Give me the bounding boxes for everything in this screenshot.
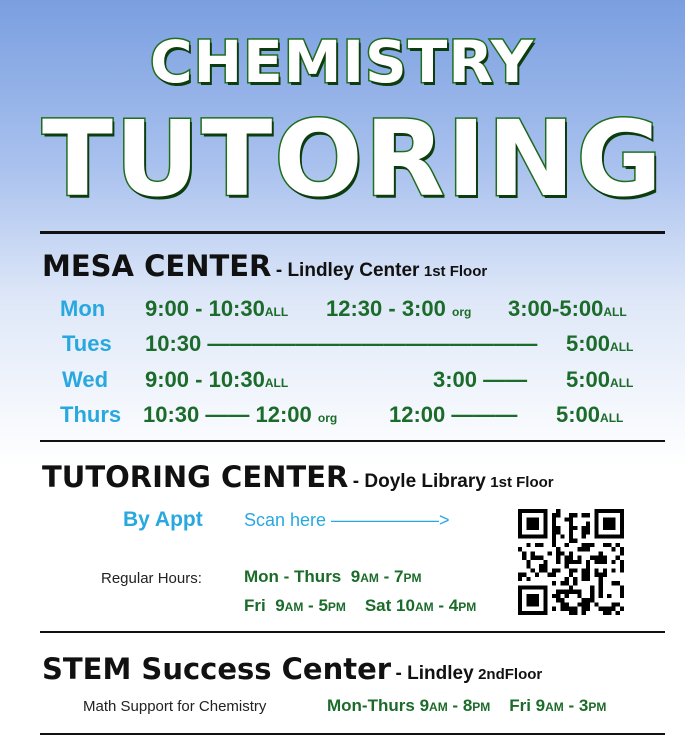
title-chemistry: CHEMISTRY <box>150 28 534 96</box>
thurs-slot-2: 12:00 ——— <box>389 402 518 427</box>
tutoring-hours-2: Fri 9AM - 5PM Sat 10AM - 4PM <box>244 596 477 615</box>
tutoring-floor: 1st Floor <box>490 474 554 491</box>
mesa-floor: 1st Floor <box>423 263 488 280</box>
tutoring-heading: TUTORING CENTER <box>42 460 349 494</box>
stem-floor: 2ndFloor <box>478 666 543 683</box>
mon-slot-3: 3:00-5:00ALL <box>508 296 627 321</box>
divider <box>40 440 665 442</box>
wed-slot-2: 3:00 —— <box>433 367 528 392</box>
divider <box>40 733 665 735</box>
mesa-header <box>42 249 487 283</box>
tues-slot-1: 10:30 ——————————————— <box>145 331 538 356</box>
math-support-label: Math Support for Chemistry <box>83 698 267 715</box>
stem-location: - Lindley <box>395 663 474 684</box>
tues-slot-2: 5:00ALL <box>566 331 634 356</box>
day-tues: Tues <box>62 331 112 356</box>
tutoring-location: - Doyle Library <box>352 471 486 492</box>
scan-here-link[interactable]: Scan here ——————> <box>244 510 450 530</box>
qr-code-icon[interactable] <box>518 509 624 615</box>
mon-slot-1: 9:00 - 10:30ALL <box>145 296 289 321</box>
wed-slot-3: 5:00ALL <box>566 367 634 392</box>
stem-heading: STEM Success Center <box>42 652 392 686</box>
day-thurs: Thurs <box>60 402 122 427</box>
day-wed: Wed <box>62 367 109 392</box>
divider <box>40 631 665 633</box>
tutoring-hours-1: Mon - Thurs 9AM - 7PM <box>244 567 422 586</box>
regular-hours-label: Regular Hours: <box>101 570 202 587</box>
stem-hours: Mon-Thurs 9AM - 8PM Fri 9AM - 3PM <box>327 696 607 715</box>
thurs-slot-1: 10:30 —— 12:00 org <box>143 402 338 427</box>
mesa-heading: MESA CENTER <box>42 249 272 283</box>
tutoring-header <box>42 460 554 494</box>
stem-header <box>42 652 542 686</box>
day-mon: Mon <box>60 296 106 321</box>
thurs-slot-3: 5:00ALL <box>556 402 624 427</box>
title-tutoring: TUTORING <box>42 98 664 220</box>
divider <box>40 231 665 234</box>
wed-slot-1: 9:00 - 10:30ALL <box>145 367 289 392</box>
by-appt: By Appt <box>123 508 203 531</box>
mon-slot-2: 12:30 - 3:00 org <box>326 296 472 321</box>
mesa-location: - Lindley Center <box>275 260 420 281</box>
